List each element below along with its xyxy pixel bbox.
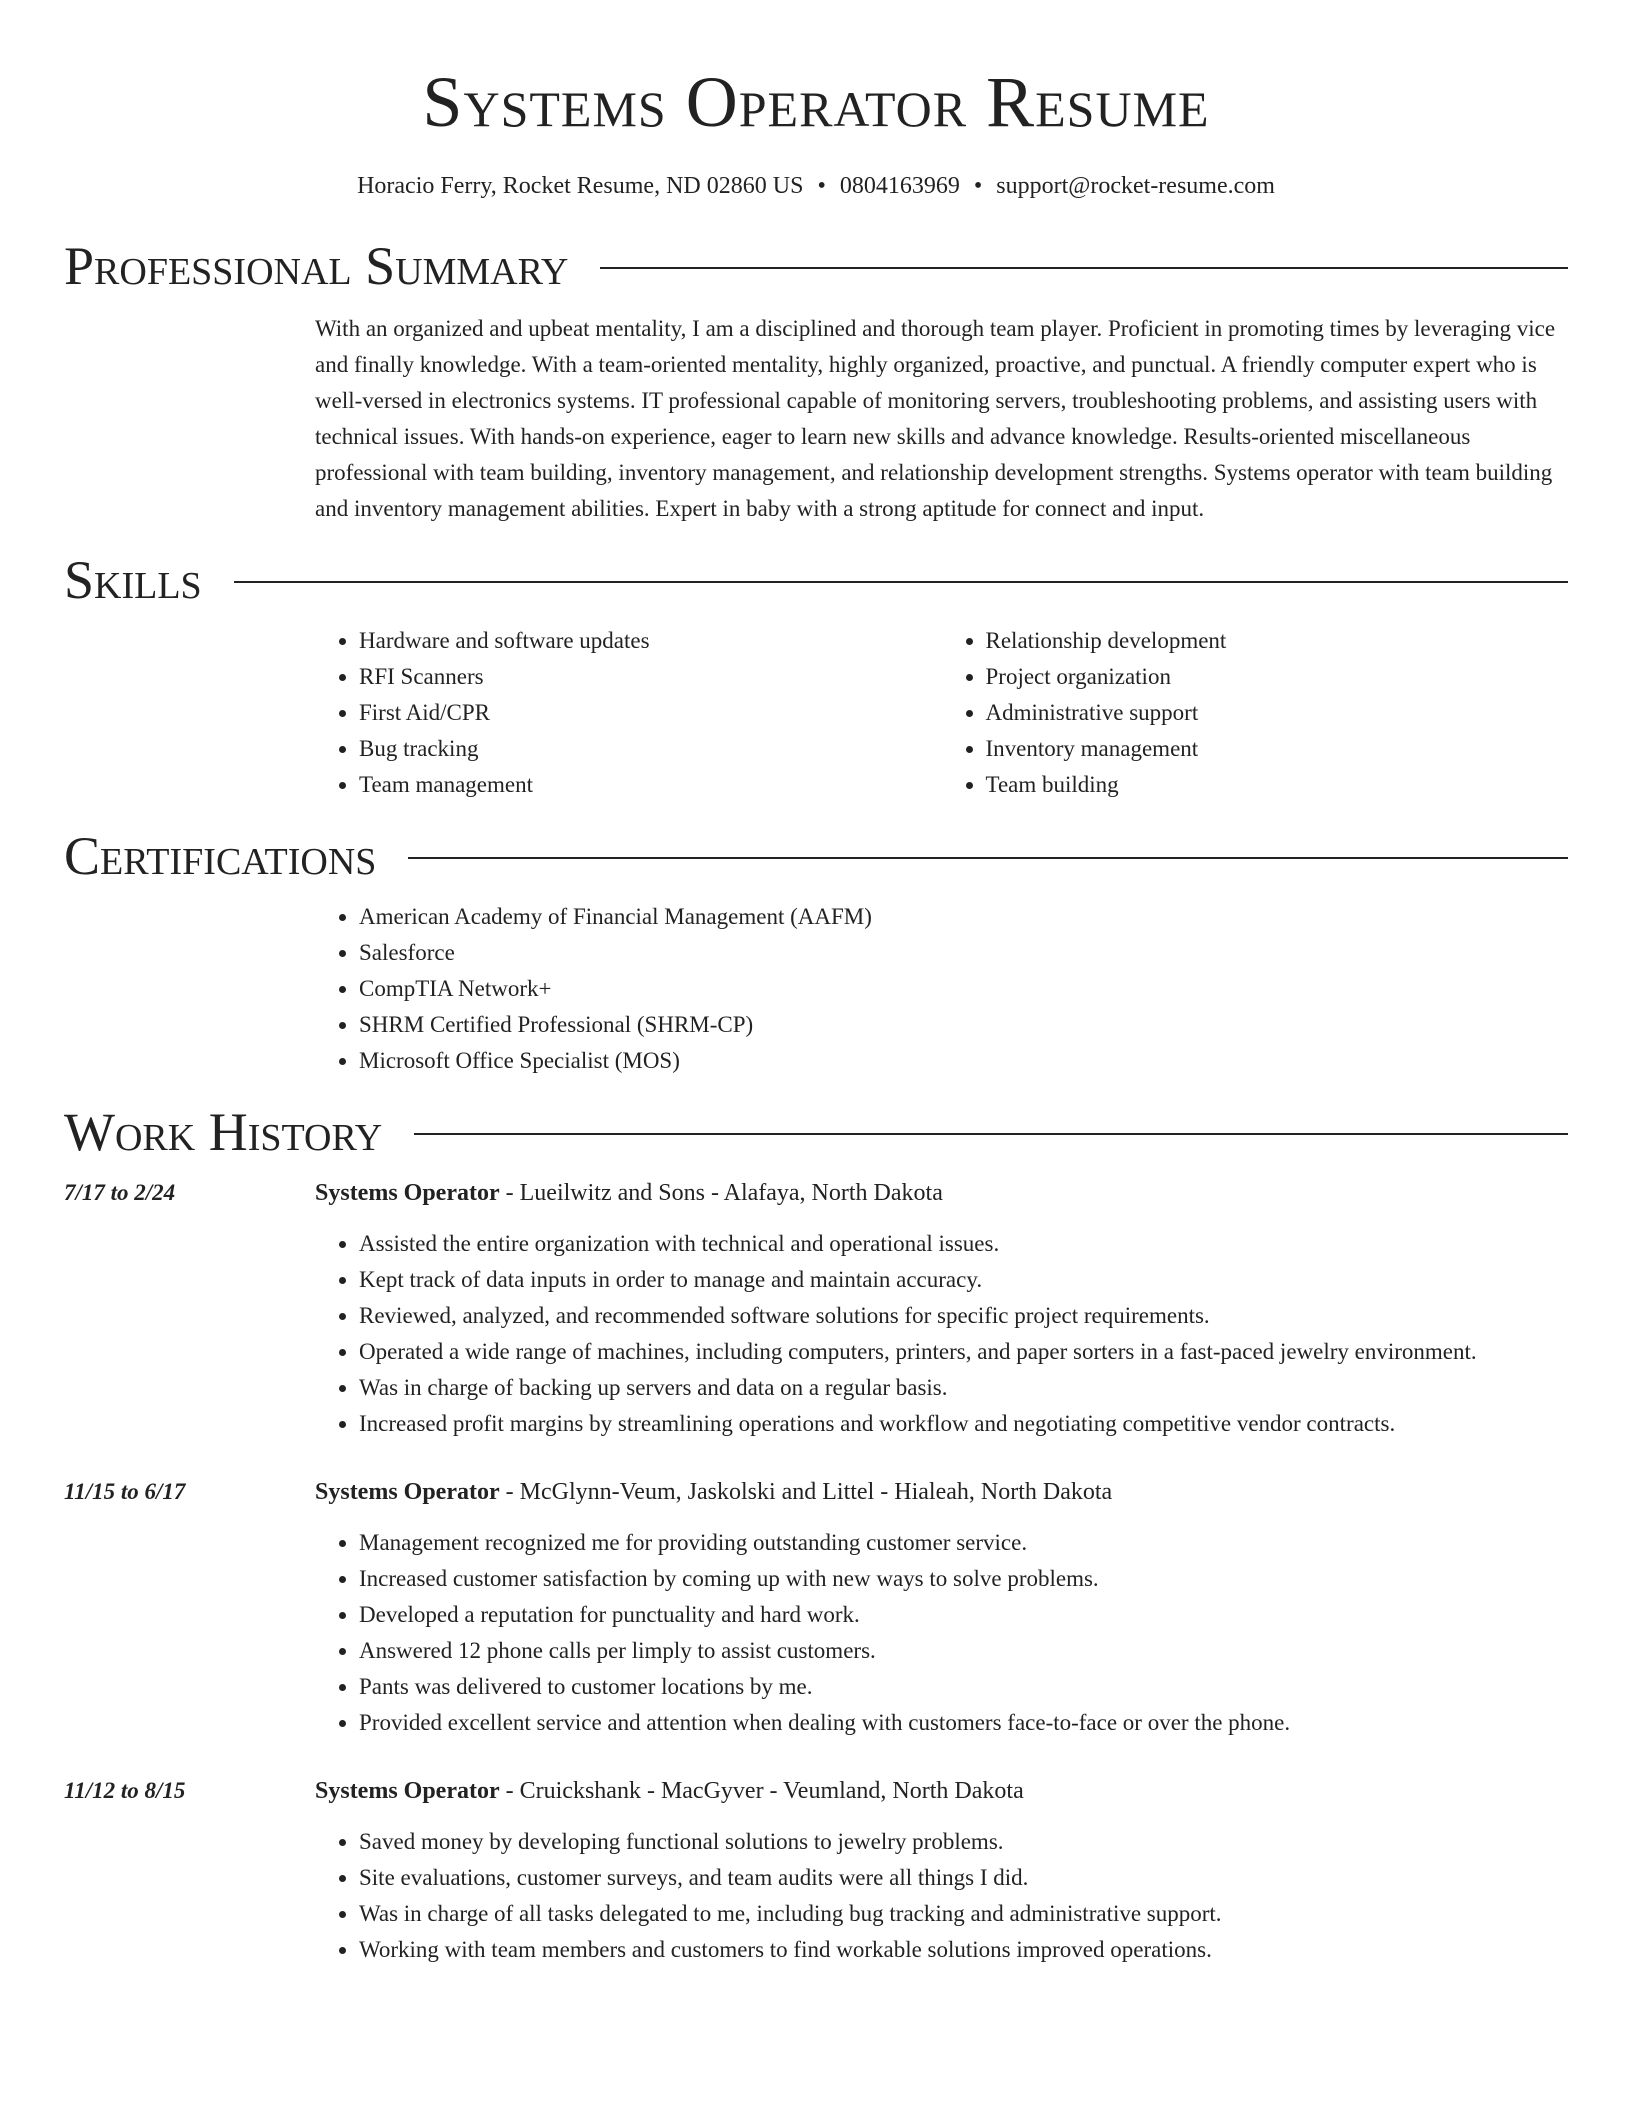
certification-item: • CompTIA Network+	[359, 971, 1568, 1007]
job-bullet: • Increased customer satisfaction by coming up with new ways to solve problems.	[359, 1561, 1568, 1597]
certifications-list	[315, 899, 1568, 1079]
job-heading	[315, 1474, 1568, 1510]
summary-body	[315, 311, 1568, 527]
skill-item: • Team management	[359, 767, 942, 803]
summary-text: With an organized and upbeat mentality, I am a disciplined and thorough team player. Proficient in promoting times by leveraging vice and finally knowledge. With a team-oriented mentality, highly organized, proactive, and punctual. A friendly computer expert who is well-versed in electronics systems. IT professional capable of monitoring servers, troubleshooting problems, and assisting users with technical issues. With hands-on experience, eager to learn new skills and advance knowledge. Results-oriented miscellaneous professional with team building, inventory management, and relationship development strengths. Systems operator with team building and inventory management abilities. Expert in baby with a strong aptitude for connect and input.	[315, 315, 1556, 521]
certifications-section-header	[64, 825, 1568, 886]
job-bullets	[315, 1824, 1568, 1968]
job-detail	[315, 1773, 1568, 1968]
job-bullet: • Management recognized me for providing outstanding customer service.	[359, 1525, 1568, 1561]
section-divider	[600, 267, 1568, 269]
job-bullet: • Pants was delivered to customer locations by me.	[359, 1669, 1568, 1705]
skills-list-left	[315, 623, 942, 803]
job-dates: 7/17 to 2/24	[64, 1179, 176, 1205]
job-bullet: • Kept track of data inputs in order to manage and maintain accuracy.	[359, 1262, 1568, 1298]
summary-section-header	[64, 235, 1568, 296]
contact-line	[64, 172, 1568, 201]
job-entry	[64, 1175, 1568, 1442]
skill-item: • Project organization	[986, 659, 1569, 695]
job-heading	[315, 1773, 1568, 1809]
skill-item: • First Aid/CPR	[359, 695, 942, 731]
skills-list-right	[942, 623, 1569, 803]
skill-item: • Inventory management	[986, 731, 1569, 767]
certification-item: • SHRM Certified Professional (SHRM-CP)	[359, 1007, 1568, 1043]
summary-heading: Professional Summary	[64, 235, 569, 296]
job-bullet: • Saved money by developing functional solutions to jewelry problems.	[359, 1824, 1568, 1860]
job-bullet: • Increased profit margins by streamlining operations and workflow and negotiating competitive vendor contracts.	[359, 1406, 1568, 1442]
job-bullet: • Working with team members and customers to find workable solutions improved operations.	[359, 1932, 1568, 1968]
skill-item: • Relationship development	[986, 623, 1569, 659]
work-history-heading: Work History	[64, 1101, 383, 1162]
contact-address: Horacio Ferry, Rocket Resume, ND 02860 US	[357, 173, 804, 199]
contact-separator: •	[817, 173, 826, 199]
job-employer: - McGlynn-Veum, Jaskolski and Littel - Hialeah, North Dakota	[499, 1478, 1113, 1505]
section-divider	[234, 581, 1568, 583]
skills-heading: Skills	[64, 549, 202, 610]
job-bullet: • Provided excellent service and attention when dealing with customers face-to-face or over the phone.	[359, 1705, 1568, 1741]
contact-separator: •	[973, 173, 983, 199]
job-employer: - Cruickshank - MacGyver - Veumland, North Dakota	[499, 1777, 1024, 1804]
skills-grid	[315, 623, 1568, 803]
skills-section-header	[64, 549, 1568, 610]
work-history-section-header	[64, 1101, 1568, 1162]
job-dates: 11/12 to 8/15	[64, 1777, 186, 1803]
skill-item: • Administrative support	[986, 695, 1569, 731]
job-heading	[315, 1175, 1568, 1211]
job-title: Systems Operator	[315, 1777, 500, 1804]
certifications-body	[315, 899, 1568, 1079]
job-detail	[315, 1474, 1568, 1741]
job-bullet: • Reviewed, analyzed, and recommended software solutions for specific project requirements.	[359, 1298, 1568, 1334]
section-divider	[408, 857, 1568, 859]
job-employer: - Lueilwitz and Sons - Alafaya, North Dakota	[499, 1179, 943, 1206]
skill-item: • Team building	[986, 767, 1569, 803]
certification-item: • American Academy of Financial Management (AAFM)	[359, 899, 1568, 935]
job-bullet: • Assisted the entire organization with technical and operational issues.	[359, 1226, 1568, 1262]
job-bullets	[315, 1226, 1568, 1442]
job-title: Systems Operator	[315, 1478, 500, 1505]
job-bullets	[315, 1525, 1568, 1741]
job-title: Systems Operator	[315, 1179, 500, 1206]
contact-email: support@rocket-resume.com	[996, 173, 1275, 199]
contact-phone: 0804163969	[839, 173, 960, 199]
job-bullet: • Answered 12 phone calls per limply to assist customers.	[359, 1633, 1568, 1669]
certifications-heading: Certifications	[64, 825, 377, 886]
job-dates: 11/15 to 6/17	[64, 1478, 186, 1504]
job-detail	[315, 1175, 1568, 1442]
certification-item: • Microsoft Office Specialist (MOS)	[359, 1043, 1568, 1079]
resume-title: Systems Operator Resume	[422, 62, 1210, 142]
job-bullet: • Operated a wide range of machines, including computers, printers, and paper sorters in a fast-paced jewelry environment.	[359, 1334, 1568, 1370]
job-bullet: • Site evaluations, customer surveys, and team audits were all things I did.	[359, 1860, 1568, 1896]
job-entry	[64, 1474, 1568, 1741]
resume-page	[64, 0, 1568, 1968]
job-entry	[64, 1773, 1568, 1968]
skill-item: • RFI Scanners	[359, 659, 942, 695]
job-bullet: • Was in charge of backing up servers and data on a regular basis.	[359, 1370, 1568, 1406]
job-bullet: • Was in charge of all tasks delegated to me, including bug tracking and administrative support.	[359, 1896, 1568, 1932]
skill-item: • Hardware and software updates	[359, 623, 942, 659]
job-bullet: • Developed a reputation for punctuality and hard work.	[359, 1597, 1568, 1633]
skill-item: • Bug tracking	[359, 731, 942, 767]
section-divider	[414, 1133, 1568, 1135]
certification-item: • Salesforce	[359, 935, 1568, 971]
